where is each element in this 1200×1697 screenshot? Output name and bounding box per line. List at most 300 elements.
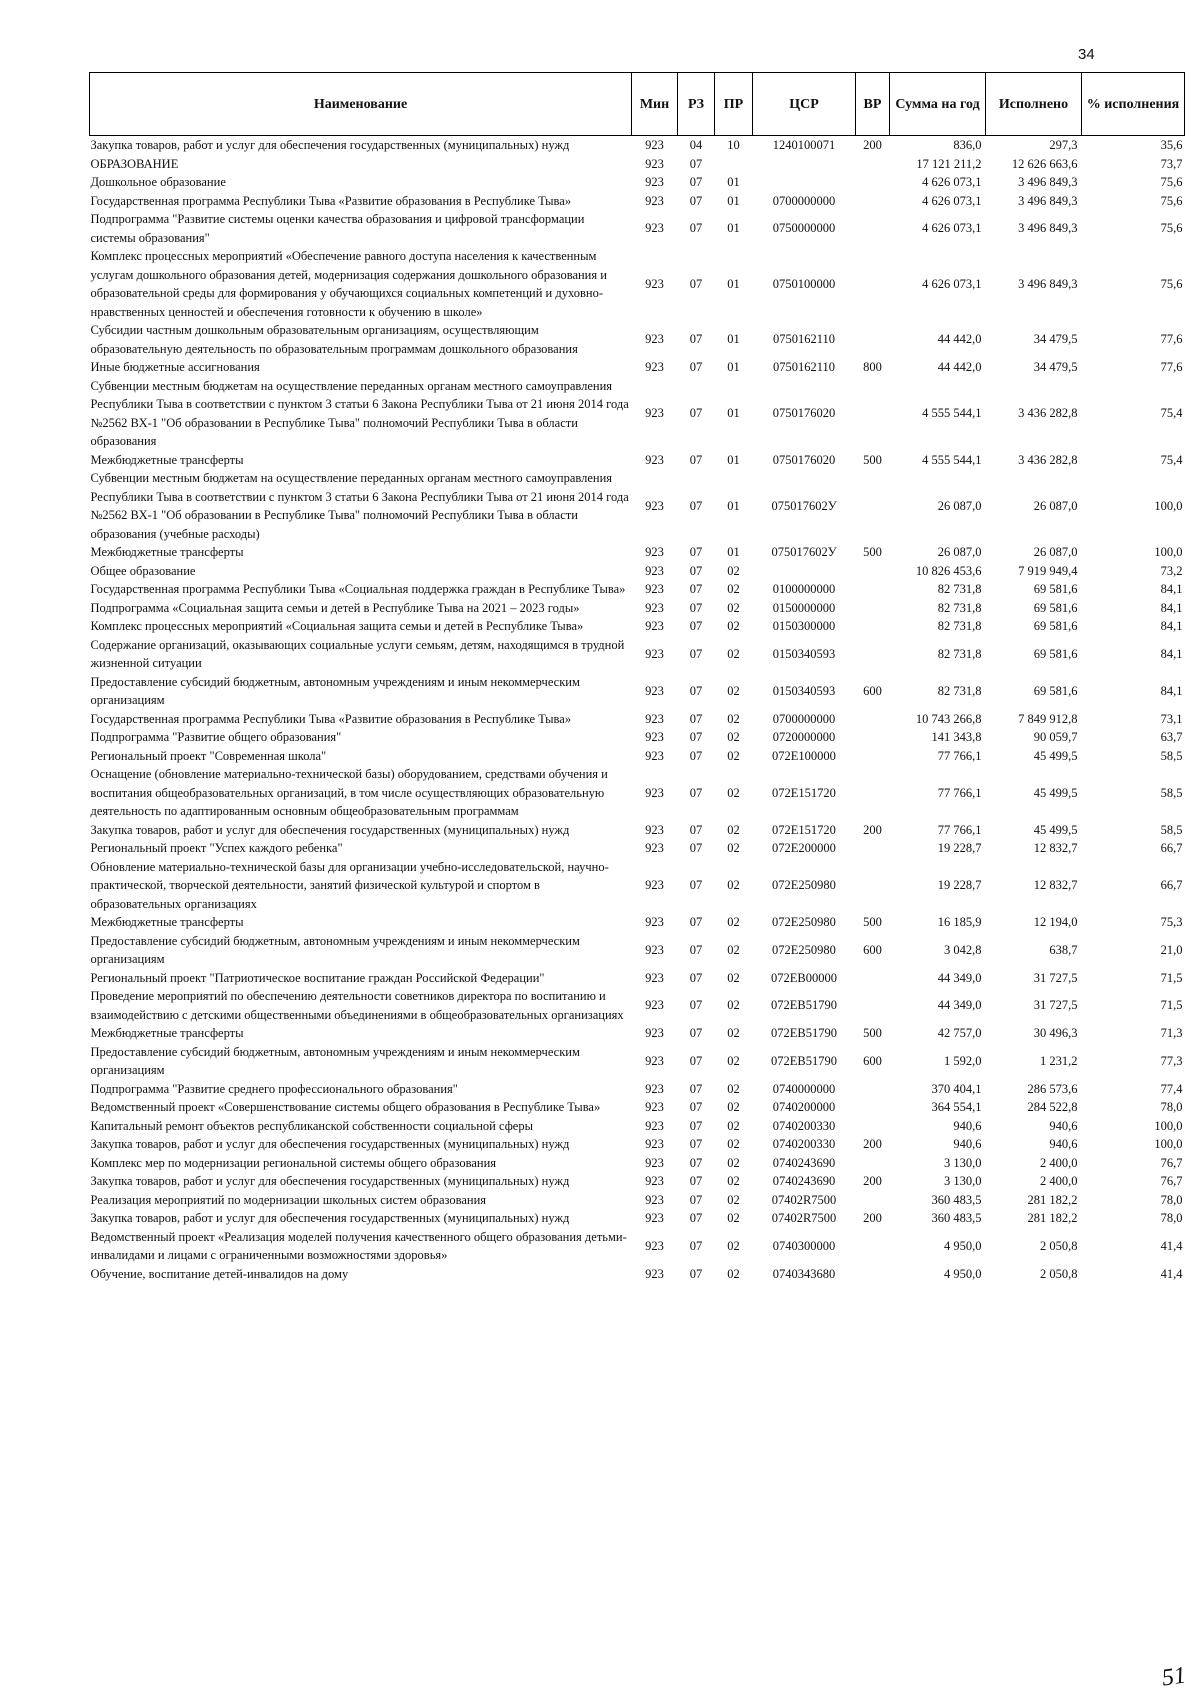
cell-vr <box>856 377 890 451</box>
table-row <box>90 913 1185 932</box>
table-row <box>90 469 1185 543</box>
cell-min: 923 <box>645 175 664 190</box>
cell-pct: 84,1 <box>1160 619 1183 634</box>
cell-csr: 0150000000 <box>772 600 836 615</box>
cell-rz: 07 <box>689 360 703 375</box>
table-row <box>90 839 1185 858</box>
cell-rz: 07 <box>689 970 703 985</box>
cell-min: 923 <box>645 1137 664 1152</box>
cell-vr: 200 <box>863 1174 882 1189</box>
cell-min: 923 <box>645 878 664 893</box>
cell-rz: 07 <box>689 175 703 190</box>
cell-rz: 07 <box>689 156 703 171</box>
handwritten-page-mark: 51 <box>1160 1662 1188 1692</box>
cell-name: Закупка товаров, работ и услуг для обеспечения государственных (муниципальных) нужд <box>90 1174 570 1188</box>
cell-csr: 0740300000 <box>772 1238 836 1253</box>
cell-min: 923 <box>645 563 664 578</box>
cell-name: Подпрограмма «Социальная защита семьи и детей в Республике Тыва на 2021 – 2023 годы» <box>90 600 580 615</box>
cell-vr <box>856 1080 890 1099</box>
header-done: Исполнено <box>986 73 1082 136</box>
cell-pr: 02 <box>727 970 740 985</box>
cell-done: 12 194,0 <box>1033 915 1078 930</box>
cell-pr: 01 <box>727 332 740 347</box>
cell-csr: 072EB51790 <box>771 1053 837 1068</box>
cell-done: 69 581,6 <box>1033 683 1078 698</box>
cell-vr <box>856 987 890 1024</box>
cell-rz: 07 <box>689 545 703 560</box>
cell-min: 923 <box>645 193 664 208</box>
cell-pct: 76,7 <box>1160 1174 1183 1189</box>
cell-rz: 07 <box>689 646 703 661</box>
table-row <box>90 1228 1185 1265</box>
cell-min: 923 <box>645 785 664 800</box>
table-row <box>90 136 1185 155</box>
cell-pr: 02 <box>727 1081 740 1096</box>
cell-min: 923 <box>645 730 664 745</box>
cell-csr <box>753 173 856 192</box>
cell-min: 923 <box>645 1211 664 1226</box>
table-row <box>90 1265 1185 1284</box>
cell-sum: 42 757,0 <box>937 1026 982 1041</box>
cell-min: 923 <box>645 1174 664 1189</box>
cell-pr: 01 <box>727 498 740 513</box>
cell-rz: 07 <box>689 730 703 745</box>
cell-pct: 100,0 <box>1154 1137 1183 1152</box>
table-row <box>90 192 1185 211</box>
cell-csr: 07402R7500 <box>771 1192 837 1207</box>
cell-done: 90 059,7 <box>1033 730 1078 745</box>
cell-done: 3 496 849,3 <box>1018 193 1078 208</box>
cell-rz: 07 <box>689 1211 703 1226</box>
cell-pr: 02 <box>727 1211 740 1226</box>
cell-sum: 360 483,5 <box>931 1192 982 1207</box>
cell-pr: 01 <box>727 406 740 421</box>
cell-rz: 07 <box>689 1081 703 1096</box>
cell-sum: 19 228,7 <box>937 878 982 893</box>
cell-min: 923 <box>645 332 664 347</box>
table-row <box>90 747 1185 766</box>
cell-sum: 17 121 211,2 <box>916 156 982 171</box>
cell-csr: 0740200330 <box>772 1137 836 1152</box>
cell-done: 31 727,5 <box>1033 970 1078 985</box>
cell-sum: 26 087,0 <box>937 498 982 513</box>
table-row <box>90 210 1185 247</box>
cell-rz: 07 <box>689 498 703 513</box>
cell-name: Проведение мероприятий по обеспечению деятельности советников директора по воспитанию и взаимодействию с детскими общественными объединениями в общеобразовательных организациях <box>90 989 624 1022</box>
cell-done: 26 087,0 <box>1033 545 1078 560</box>
cell-rz: 07 <box>689 1026 703 1041</box>
cell-rz: 07 <box>689 332 703 347</box>
table-row <box>90 599 1185 618</box>
table-row <box>90 358 1185 377</box>
cell-sum: 3 130,0 <box>944 1155 982 1170</box>
cell-rz: 07 <box>689 600 703 615</box>
cell-pr <box>715 155 753 174</box>
cell-min: 923 <box>645 998 664 1013</box>
cell-done: 3 496 849,3 <box>1018 276 1078 291</box>
cell-vr <box>856 562 890 581</box>
table-row <box>90 710 1185 729</box>
cell-done: 940,6 <box>1049 1137 1078 1152</box>
table-row <box>90 1043 1185 1080</box>
cell-pr: 01 <box>727 276 740 291</box>
cell-pr: 01 <box>727 545 740 560</box>
cell-vr <box>856 173 890 192</box>
cell-sum: 3 130,0 <box>944 1174 982 1189</box>
cell-sum: 940,6 <box>953 1137 982 1152</box>
cell-pct: 100,0 <box>1154 1118 1183 1133</box>
cell-csr: 072EB00000 <box>771 970 837 985</box>
cell-pct: 78,0 <box>1160 1211 1183 1226</box>
cell-pct: 84,1 <box>1160 683 1183 698</box>
header-min: Мин <box>632 73 678 136</box>
cell-vr <box>856 839 890 858</box>
cell-sum: 44 442,0 <box>937 332 982 347</box>
cell-rz: 07 <box>689 406 703 421</box>
header-name: Наименование <box>90 73 632 136</box>
cell-done: 12 626 663,6 <box>1011 156 1078 171</box>
cell-csr: 075017602У <box>771 498 837 513</box>
cell-min: 923 <box>645 545 664 560</box>
cell-done: 45 499,5 <box>1033 785 1078 800</box>
cell-done: 638,7 <box>1049 942 1078 957</box>
cell-min: 923 <box>645 156 664 171</box>
cell-min: 923 <box>645 646 664 661</box>
cell-min: 923 <box>645 138 664 153</box>
cell-pct: 100,0 <box>1154 498 1183 513</box>
cell-done: 2 050,8 <box>1040 1238 1078 1253</box>
cell-csr: 0740200000 <box>772 1100 836 1115</box>
cell-csr: 072EB51790 <box>771 998 837 1013</box>
cell-done: 297,3 <box>1049 138 1078 153</box>
cell-min: 923 <box>645 406 664 421</box>
table-row <box>90 580 1185 599</box>
cell-pct: 75,4 <box>1160 452 1183 467</box>
cell-vr: 600 <box>863 1053 882 1068</box>
cell-csr: 0750176020 <box>772 406 836 421</box>
cell-sum: 4 626 073,1 <box>922 276 982 291</box>
cell-vr <box>856 1154 890 1173</box>
cell-sum: 82 731,8 <box>937 646 982 661</box>
cell-pct: 35,6 <box>1160 138 1183 153</box>
cell-name: Региональный проект "Современная школа" <box>90 748 327 763</box>
cell-pr: 02 <box>727 942 740 957</box>
cell-min: 923 <box>645 498 664 513</box>
cell-sum: 82 731,8 <box>937 683 982 698</box>
cell-pr: 02 <box>727 730 740 745</box>
cell-pr: 02 <box>727 563 740 578</box>
cell-done: 281 182,2 <box>1027 1211 1078 1226</box>
cell-vr: 600 <box>863 942 882 957</box>
cell-csr: 072E151720 <box>772 785 836 800</box>
cell-pr: 02 <box>727 1266 740 1281</box>
cell-pr: 01 <box>727 193 740 208</box>
cell-min: 923 <box>645 1026 664 1041</box>
table-row <box>90 821 1185 840</box>
cell-name: Обновление материально-технической базы для организации учебно-исследовательской, научно-практической, творческой деятельности, занятий физической культурой и спортом в образовательных организациях <box>90 859 609 911</box>
cell-pct: 73,1 <box>1160 711 1183 726</box>
cell-min: 923 <box>645 582 664 597</box>
cell-vr: 200 <box>863 1137 882 1152</box>
cell-name: Закупка товаров, работ и услуг для обеспечения государственных (муниципальных) нужд <box>90 822 570 837</box>
cell-rz: 07 <box>689 915 703 930</box>
cell-csr: 0720000000 <box>772 730 836 745</box>
cell-min: 923 <box>645 841 664 856</box>
table-row <box>90 321 1185 358</box>
cell-rz: 07 <box>689 1118 703 1133</box>
cell-csr: 0740200330 <box>772 1118 836 1133</box>
cell-rz: 07 <box>689 822 703 837</box>
cell-min: 923 <box>645 1118 664 1133</box>
cell-pct: 71,5 <box>1160 970 1183 985</box>
cell-done: 12 832,7 <box>1033 841 1078 856</box>
cell-rz: 07 <box>689 276 703 291</box>
cell-sum: 77 766,1 <box>937 748 982 763</box>
cell-sum: 77 766,1 <box>937 822 982 837</box>
table-row <box>90 987 1185 1024</box>
table-row <box>90 617 1185 636</box>
cell-rz: 07 <box>689 748 703 763</box>
cell-name: Реализация мероприятий по модернизации школьных систем образования <box>90 1192 487 1207</box>
cell-name: Подпрограмма "Развитие среднего профессионального образования" <box>90 1081 458 1096</box>
cell-done: 69 581,6 <box>1033 582 1078 597</box>
cell-name: Государственная программа Республики Тыва «Развитие образования в Республике Тыва» <box>90 193 572 208</box>
cell-name: Предоставление субсидий бюджетным, автономным учреждениям и иным некоммерческим организациям <box>90 674 580 707</box>
cell-vr <box>856 617 890 636</box>
cell-vr: 200 <box>863 822 882 837</box>
cell-pr: 02 <box>727 582 740 597</box>
cell-min: 923 <box>645 276 664 291</box>
cell-vr <box>856 155 890 174</box>
cell-rz: 04 <box>689 138 703 153</box>
cell-vr <box>856 580 890 599</box>
cell-done: 3 436 282,8 <box>1018 406 1078 421</box>
cell-name: Обучение, воспитание детей-инвалидов на дому <box>90 1266 349 1281</box>
cell-pr: 02 <box>727 711 740 726</box>
table-row <box>90 1172 1185 1191</box>
cell-name: Субсидии частным дошкольным образовательным организациям, осуществляющим образовательную деятельность по образовательным программам дошкольного образования <box>90 323 578 356</box>
cell-rz: 07 <box>689 785 703 800</box>
cell-sum: 26 087,0 <box>937 545 982 560</box>
cell-rz: 07 <box>689 1192 703 1207</box>
cell-pr: 02 <box>727 822 740 837</box>
cell-done: 2 400,0 <box>1040 1174 1078 1189</box>
cell-done: 284 522,8 <box>1027 1100 1078 1115</box>
cell-rz: 07 <box>689 193 703 208</box>
table-row <box>90 1098 1185 1117</box>
cell-pct: 41,4 <box>1160 1238 1183 1253</box>
cell-name: Содержание организаций, оказывающих социальные услуги семьям, детям, находящимся в трудной жизненной ситуации <box>90 637 625 670</box>
cell-sum: 44 349,0 <box>937 998 982 1013</box>
cell-pct: 71,3 <box>1160 1026 1183 1041</box>
cell-rz: 07 <box>689 563 703 578</box>
cell-vr <box>856 1265 890 1284</box>
cell-name: Межбюджетные трансферты <box>90 545 244 559</box>
cell-name: Предоставление субсидий бюджетным, автономным учреждениям и иным некоммерческим организациям <box>90 1044 580 1077</box>
cell-pct: 76,7 <box>1160 1155 1183 1170</box>
cell-pct: 77,6 <box>1160 360 1183 375</box>
cell-sum: 141 343,8 <box>931 730 982 745</box>
table-row <box>90 451 1185 470</box>
cell-vr <box>856 728 890 747</box>
cell-pct: 58,5 <box>1160 748 1183 763</box>
cell-min: 923 <box>645 600 664 615</box>
cell-pct: 77,4 <box>1160 1081 1183 1096</box>
header-rz: РЗ <box>678 73 715 136</box>
table-row <box>90 247 1185 321</box>
table-header-row <box>90 73 1185 136</box>
cell-min: 923 <box>645 1155 664 1170</box>
cell-done: 2 050,8 <box>1040 1266 1078 1281</box>
cell-sum: 370 404,1 <box>931 1081 982 1096</box>
cell-csr: 0750176020 <box>772 452 836 467</box>
cell-name: Региональный проект "Успех каждого ребенка" <box>90 841 343 855</box>
cell-pr: 02 <box>727 1118 740 1133</box>
cell-csr: 0150300000 <box>772 619 836 634</box>
cell-done: 26 087,0 <box>1033 498 1078 513</box>
table-row <box>90 1154 1185 1173</box>
cell-csr: 0750000000 <box>772 221 836 236</box>
cell-pr: 02 <box>727 1155 740 1170</box>
cell-done: 3 496 849,3 <box>1018 221 1078 236</box>
cell-sum: 836,0 <box>953 138 982 153</box>
cell-vr <box>856 636 890 673</box>
cell-pr: 10 <box>727 138 740 153</box>
cell-pct: 78,0 <box>1160 1192 1183 1207</box>
cell-csr <box>753 155 856 174</box>
cell-pct: 73,7 <box>1160 156 1183 171</box>
cell-csr: 072E250980 <box>772 915 836 930</box>
cell-done: 69 581,6 <box>1033 619 1078 634</box>
cell-sum: 44 442,0 <box>937 360 982 375</box>
table-row <box>90 636 1185 673</box>
cell-name: ОБРАЗОВАНИЕ <box>90 156 179 171</box>
table-row <box>90 377 1185 451</box>
cell-rz: 07 <box>689 711 703 726</box>
cell-pr: 02 <box>727 619 740 634</box>
cell-vr: 600 <box>863 683 882 698</box>
cell-min: 923 <box>645 1053 664 1068</box>
cell-pr: 02 <box>727 1100 740 1115</box>
cell-csr: 07402R7500 <box>771 1211 837 1226</box>
cell-vr: 800 <box>863 360 882 375</box>
table-row <box>90 1135 1185 1154</box>
cell-pct: 66,7 <box>1160 841 1183 856</box>
cell-vr <box>856 1098 890 1117</box>
cell-min: 923 <box>645 1266 664 1281</box>
header-csr: ЦСР <box>753 73 856 136</box>
cell-pr: 02 <box>727 683 740 698</box>
cell-rz: 07 <box>689 683 703 698</box>
cell-vr <box>856 1228 890 1265</box>
cell-csr: 0750162110 <box>772 332 836 347</box>
cell-rz: 07 <box>689 998 703 1013</box>
cell-name: Межбюджетные трансферты <box>90 452 244 467</box>
cell-name: Общее образование <box>90 563 196 578</box>
cell-done: 34 479,5 <box>1033 332 1078 347</box>
table-row <box>90 1191 1185 1210</box>
cell-sum: 4 555 544,1 <box>922 452 982 467</box>
cell-csr <box>753 562 856 581</box>
cell-vr <box>856 1191 890 1210</box>
cell-pr: 02 <box>727 1026 740 1041</box>
cell-done: 7 919 949,4 <box>1018 563 1078 578</box>
cell-pct: 75,6 <box>1160 276 1183 291</box>
cell-min: 923 <box>645 970 664 985</box>
cell-csr: 0100000000 <box>772 582 836 597</box>
cell-sum: 4 555 544,1 <box>922 406 982 421</box>
cell-sum: 360 483,5 <box>931 1211 982 1226</box>
cell-pct: 66,7 <box>1160 878 1183 893</box>
cell-min: 923 <box>645 221 664 236</box>
table-row <box>90 173 1185 192</box>
cell-sum: 82 731,8 <box>937 582 982 597</box>
cell-min: 923 <box>645 1081 664 1096</box>
cell-name: Региональный проект "Патриотическое воспитание граждан Российской Федерации" <box>90 970 545 985</box>
cell-min: 923 <box>645 915 664 930</box>
cell-pct: 71,5 <box>1160 998 1183 1013</box>
cell-done: 31 727,5 <box>1033 998 1078 1013</box>
table-row <box>90 765 1185 821</box>
cell-vr <box>856 247 890 321</box>
table-row <box>90 673 1185 710</box>
table-body <box>90 136 1185 1284</box>
cell-name: Государственная программа Республики Тыва «Социальная поддержка граждан в Республике Тыва» <box>90 582 626 596</box>
cell-min: 923 <box>645 822 664 837</box>
cell-pct: 84,1 <box>1160 600 1183 615</box>
cell-pr: 02 <box>727 1053 740 1068</box>
cell-csr: 0740343680 <box>772 1266 836 1281</box>
cell-name: Государственная программа Республики Тыва «Развитие образования в Республике Тыва» <box>90 711 572 726</box>
cell-csr: 0700000000 <box>772 193 836 208</box>
cell-name: Ведомственный проект «Совершенствование системы общего образования в Республике Тыва» <box>90 1100 601 1114</box>
table-row <box>90 1080 1185 1099</box>
cell-vr: 500 <box>863 1026 882 1041</box>
cell-pct: 77,6 <box>1160 332 1183 347</box>
cell-sum: 4 626 073,1 <box>922 175 982 190</box>
cell-sum: 3 042,8 <box>944 942 982 957</box>
cell-rz: 07 <box>689 1174 703 1189</box>
cell-pct: 58,5 <box>1160 822 1183 837</box>
cell-min: 923 <box>645 711 664 726</box>
cell-pct: 58,5 <box>1160 785 1183 800</box>
cell-name: Закупка товаров, работ и услуг для обеспечения государственных (муниципальных) нужд <box>90 1211 570 1225</box>
cell-rz: 07 <box>689 878 703 893</box>
cell-done: 281 182,2 <box>1027 1192 1078 1207</box>
cell-min: 923 <box>645 452 664 467</box>
cell-done: 45 499,5 <box>1033 748 1078 763</box>
cell-csr: 072E250980 <box>772 942 836 957</box>
cell-vr <box>856 599 890 618</box>
cell-pct: 75,6 <box>1160 221 1183 236</box>
cell-pr: 02 <box>727 600 740 615</box>
cell-done: 69 581,6 <box>1033 646 1078 661</box>
cell-done: 940,6 <box>1049 1118 1078 1133</box>
cell-pct: 75,4 <box>1160 406 1183 421</box>
cell-csr: 075017602У <box>771 545 837 560</box>
cell-vr <box>856 1117 890 1136</box>
cell-pct: 21,0 <box>1160 942 1183 957</box>
cell-csr: 1240100071 <box>772 138 836 153</box>
cell-csr: 0150340593 <box>772 683 836 698</box>
cell-sum: 77 766,1 <box>937 785 982 800</box>
cell-min: 923 <box>645 1192 664 1207</box>
cell-name: Подпрограмма "Развитие общего образования" <box>90 730 342 744</box>
table-row <box>90 1024 1185 1043</box>
cell-sum: 44 349,0 <box>937 970 982 985</box>
cell-pct: 75,3 <box>1160 915 1183 930</box>
cell-rz: 07 <box>689 1137 703 1152</box>
